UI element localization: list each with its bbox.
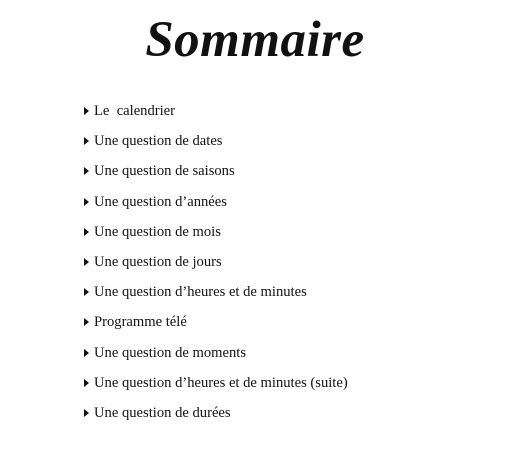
table-of-contents (82, 96, 348, 428)
toc-item-heures-minutes-suite[interactable] (82, 368, 348, 398)
triangle-right-icon (84, 167, 89, 175)
toc-item-label: Le calendrier (94, 103, 176, 120)
triangle-right-icon (84, 318, 89, 326)
triangle-right-icon (84, 379, 89, 387)
toc-item-dates[interactable] (82, 126, 348, 156)
triangle-right-icon (84, 198, 89, 206)
toc-item-moments[interactable] (82, 338, 348, 368)
toc-item-label: Une question de dates (94, 133, 223, 150)
toc-item-durees[interactable] (82, 398, 348, 428)
triangle-right-icon (84, 349, 89, 357)
toc-item-label: Une question de durées (94, 404, 231, 421)
toc-item-label: Programme télé (94, 314, 187, 331)
triangle-right-icon (84, 288, 89, 296)
toc-item-label: Une question de moments (94, 344, 246, 361)
triangle-right-icon (84, 258, 89, 266)
toc-item-saisons[interactable] (82, 156, 348, 186)
toc-item-label: Une question d’heures et de minutes (94, 284, 307, 301)
toc-item-label: Une question d’heures et de minutes (suite) (94, 374, 348, 391)
triangle-right-icon (84, 409, 89, 417)
triangle-right-icon (84, 107, 89, 115)
toc-item-jours[interactable] (82, 247, 348, 277)
triangle-right-icon (84, 137, 89, 145)
toc-item-label: Une question de jours (94, 254, 222, 271)
toc-item-programme-tele[interactable] (82, 307, 348, 337)
toc-item-calendrier[interactable] (82, 96, 348, 126)
toc-item-label: Une question d’années (94, 193, 227, 210)
toc-item-heures-minutes[interactable] (82, 277, 348, 307)
toc-item-mois[interactable] (82, 217, 348, 247)
toc-item-annees[interactable] (82, 187, 348, 217)
triangle-right-icon (84, 228, 89, 236)
toc-item-label: Une question de mois (94, 223, 221, 240)
page-title: Sommaire (145, 12, 365, 68)
toc-item-label: Une question de saisons (94, 163, 235, 180)
